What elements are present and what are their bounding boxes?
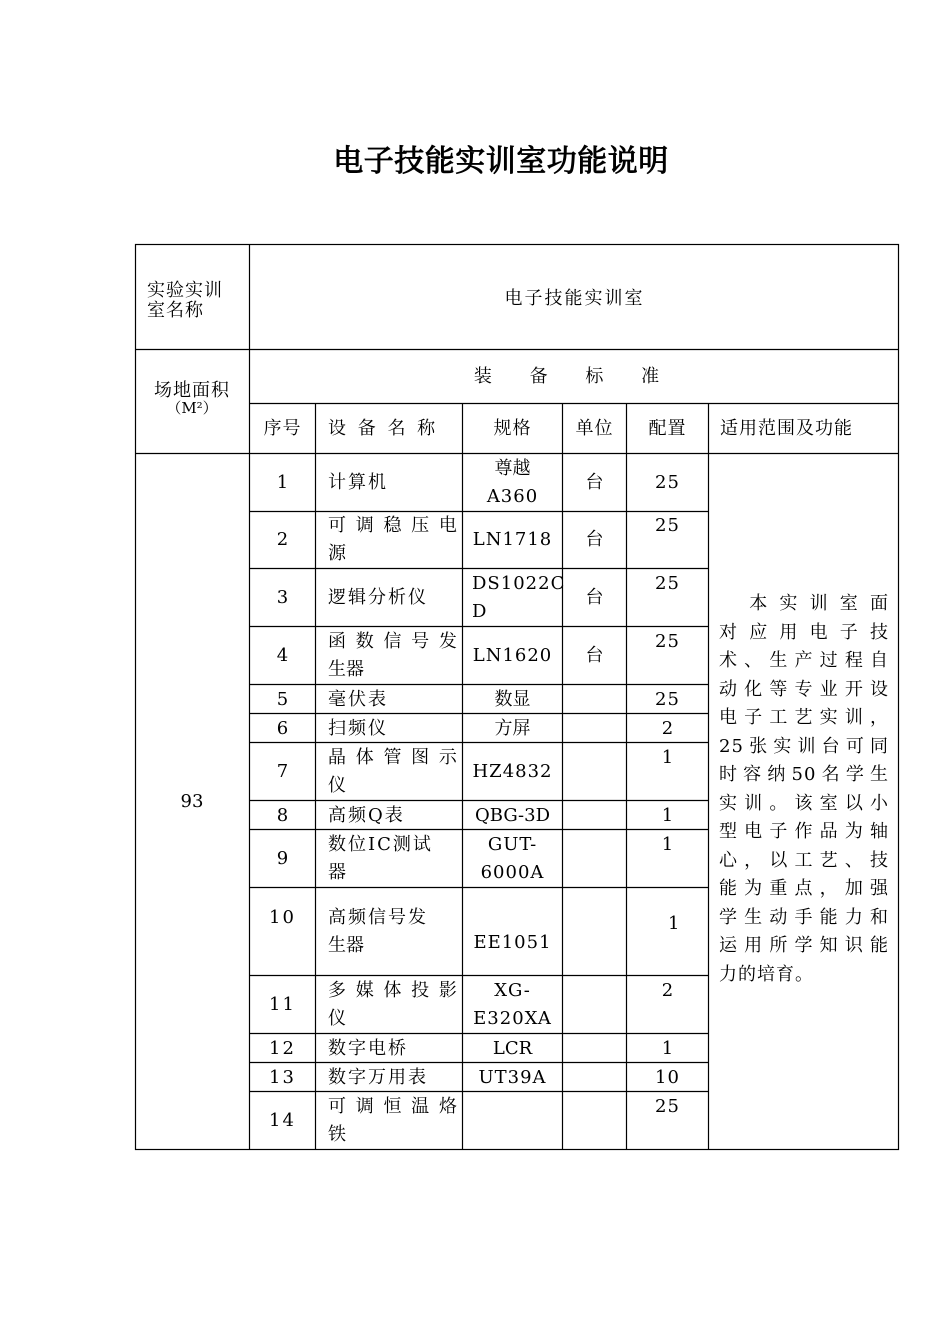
table-row-no: 8 xyxy=(276,805,289,826)
table-row-no: 9 xyxy=(276,848,289,869)
table-row-name-2: 铁 xyxy=(328,1124,346,1145)
table-row-spec: UT39A xyxy=(478,1067,547,1088)
table-row-name: 数字万用表 xyxy=(328,1067,428,1088)
table-row-spec-2: 6000A xyxy=(480,862,545,883)
description-line: 型电子作品为轴 xyxy=(719,821,889,842)
table-row-name: 可 调 稳 压 电 xyxy=(328,515,459,536)
area-label: 场地面积 xyxy=(154,380,230,401)
description-line: 实训。该室以小 xyxy=(719,792,889,814)
description-line: 电子工艺实训， xyxy=(719,707,889,728)
area-value: 93 xyxy=(180,791,204,812)
description-line: 术、生产过程自 xyxy=(719,650,889,671)
table-row-spec: 方屏 xyxy=(494,718,531,739)
description-line: 本实训室面 xyxy=(719,593,889,614)
table-row-name: 数字电桥 xyxy=(328,1038,408,1059)
table-row-name: 晶 体 管 图 示 xyxy=(328,747,459,768)
description-line: 动化等专业开设 xyxy=(719,678,889,700)
table-row-name: 可 调 恒 温 烙 xyxy=(328,1096,459,1117)
table-row-name: 函 数 信 号 发 xyxy=(328,631,459,652)
table-row-qty: 1 xyxy=(661,747,674,768)
column-header-function: 适用范围及功能 xyxy=(720,418,853,439)
page-title: 电子技能实训室功能说明 xyxy=(333,144,669,179)
table-row-spec: 数显 xyxy=(494,689,531,710)
function-description xyxy=(719,590,889,989)
table-row-name: 数位IC测试 xyxy=(328,834,433,855)
table-row-spec: 尊越 xyxy=(494,458,531,479)
table-row-name: 多 媒 体 投 影 xyxy=(328,980,459,1001)
column-header-name: 设 备 名 称 xyxy=(328,418,439,439)
table-row-name-2: 源 xyxy=(328,543,346,564)
table-row-name: 毫伏表 xyxy=(328,689,388,710)
table-row-name-2: 生器 xyxy=(328,935,364,956)
table-row-no: 13 xyxy=(269,1067,296,1088)
table-row-spec: DS1022C xyxy=(472,573,566,594)
table-row-name: 扫频仪 xyxy=(328,718,388,739)
table-row-name: 逻辑分析仪 xyxy=(328,587,428,608)
room-name-value: 电子技能实训室 xyxy=(504,288,645,309)
table-row-no: 6 xyxy=(276,718,289,739)
table-row-name-2: 器 xyxy=(328,862,346,883)
table-row-name-2: 仪 xyxy=(328,1008,346,1029)
table-row-unit: 台 xyxy=(585,587,604,608)
table-row-qty: 25 xyxy=(655,1096,680,1117)
table-row-spec: HZ4832 xyxy=(472,761,553,782)
table-row-no: 1 xyxy=(276,472,289,493)
table-row-name: 计算机 xyxy=(328,472,388,493)
equipment-standard-heading: 装 备 标 准 xyxy=(473,366,676,387)
column-header-unit: 单位 xyxy=(575,418,614,439)
table-row-qty: 2 xyxy=(661,718,674,739)
table-row-qty: 1 xyxy=(661,1038,674,1059)
table-row-qty: 1 xyxy=(661,834,674,855)
column-header-spec: 规格 xyxy=(493,418,532,439)
table-row-unit: 台 xyxy=(585,529,604,550)
table-row-no: 5 xyxy=(276,689,289,710)
table-row-name-2: 仪 xyxy=(328,775,346,796)
description-line: 心，以工艺、技 xyxy=(719,849,889,871)
table-row-no: 4 xyxy=(276,645,289,666)
table-row-spec-2: E320XA xyxy=(473,1008,552,1029)
table-row-spec: LN1718 xyxy=(472,529,553,550)
table-row-unit: 台 xyxy=(585,645,604,666)
table-row-unit: 台 xyxy=(585,472,604,493)
table-row-spec: GUT- xyxy=(487,834,538,855)
area-unit: （M²） xyxy=(166,399,218,417)
table-row-name-2: 生器 xyxy=(328,659,364,680)
table-row-no: 7 xyxy=(276,761,289,782)
table-row-spec: LCR xyxy=(492,1038,533,1059)
room-name-label-2: 室名称 xyxy=(147,300,204,321)
table-row-no: 3 xyxy=(276,587,289,608)
description-line: 运用所学知识能 xyxy=(719,935,889,956)
table-row-no: 10 xyxy=(269,907,296,928)
description-line: 25张实训台可同 xyxy=(719,735,889,757)
table-row-spec: XG- xyxy=(494,980,531,1001)
table-row-qty: 1 xyxy=(668,913,680,934)
table-row-qty: 25 xyxy=(655,573,680,594)
table-row-qty: 25 xyxy=(655,689,680,710)
table-row-name: 高频信号发 xyxy=(328,907,428,928)
table-row-no: 2 xyxy=(276,529,289,550)
table-row-qty: 10 xyxy=(655,1067,680,1088)
table-row-no: 11 xyxy=(269,994,296,1015)
table-row-spec: QBG-3D xyxy=(475,805,550,826)
table-row-no: 12 xyxy=(269,1038,296,1059)
column-header-qty: 配置 xyxy=(648,418,687,439)
room-name-label: 实验实训 xyxy=(147,280,223,301)
table-row-qty: 25 xyxy=(655,472,680,493)
table-row-spec: LN1620 xyxy=(472,645,553,666)
table-row-qty: 2 xyxy=(661,980,674,1001)
table-row-qty: 25 xyxy=(655,631,680,652)
table-row-name: 高频Q表 xyxy=(328,805,405,826)
table-row-no: 14 xyxy=(269,1110,296,1131)
description-line: 能为重点，加强 xyxy=(719,878,889,899)
table-row-spec-2: A360 xyxy=(486,486,539,507)
description-line: 力的培育。 xyxy=(719,963,814,985)
column-header-no: 序号 xyxy=(263,418,302,439)
description-line: 学生动手能力和 xyxy=(719,906,889,928)
table-row-qty: 1 xyxy=(661,805,674,826)
description-line: 时容纳50名学生 xyxy=(719,764,889,785)
description-line: 对应用电子技 xyxy=(719,621,889,643)
table-row-qty: 25 xyxy=(655,515,680,536)
table-row-spec: EE1051 xyxy=(473,932,552,953)
table-row-spec-2: D xyxy=(472,601,487,622)
